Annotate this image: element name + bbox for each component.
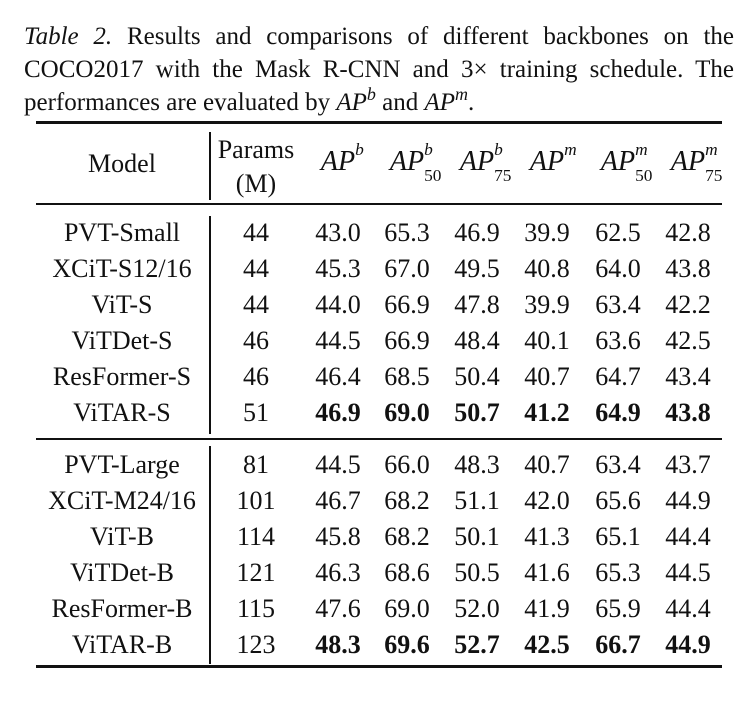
cell-model: ViT-B <box>90 522 154 551</box>
cell-metric-value: 46.9 <box>315 398 361 427</box>
cell-metric-value: 63.4 <box>595 450 641 479</box>
cell-metric-value: 62.5 <box>595 218 641 247</box>
cell-metric-value: 46.9 <box>454 218 500 247</box>
cell-metric-value: 42.5 <box>665 326 711 355</box>
cell-model: PVT-Small <box>63 218 181 247</box>
cell-metric-value: 69.6 <box>384 630 430 659</box>
cell-metric-value: 40.8 <box>524 254 570 283</box>
bottom-rule <box>36 665 722 668</box>
cell-model: ViTAR-S <box>73 398 171 427</box>
table-row <box>36 447 722 483</box>
cell-metric-value: 46.3 <box>315 558 361 587</box>
cell-metric-value: 66.9 <box>384 290 430 319</box>
cell-model: PVT-Large <box>64 450 180 479</box>
cell-metric-value: 44.4 <box>665 594 711 623</box>
cell-metric-value: 40.7 <box>524 450 570 479</box>
cell-metric-value: 40.7 <box>524 362 570 391</box>
group-divider-rule <box>36 438 722 440</box>
cell-metric-value: 41.9 <box>524 594 570 623</box>
cell-metric-value: 46.4 <box>315 362 361 391</box>
caption-text: Results and comparisons of different backbones on the COCO2017 with the Mask R-CNN and 3× training schedule. The performances are evaluated by <box>24 23 735 116</box>
cell-metric-value: 41.2 <box>524 398 570 427</box>
cell-params: 44 <box>243 218 269 247</box>
cell-metric-value: 66.7 <box>595 630 641 659</box>
cell-metric-value: 68.2 <box>384 522 430 551</box>
cell-metric-value: 50.4 <box>454 362 500 391</box>
cell-metric-value: 65.1 <box>595 522 641 551</box>
cell-params: 121 <box>236 558 276 587</box>
cell-metric-value: 47.8 <box>454 290 500 319</box>
cell-metric-value: 66.0 <box>384 450 430 479</box>
header-model: Model <box>88 149 156 178</box>
caption-metric-box: $AP^b$ <box>336 84 376 116</box>
table-row <box>36 555 722 591</box>
table-row <box>36 359 722 395</box>
cell-metric-value: 50.1 <box>454 522 500 551</box>
cell-metric-value: 44.9 <box>665 486 711 515</box>
cell-metric-value: 46.7 <box>315 486 361 515</box>
cell-metric-value: 44.4 <box>665 522 711 551</box>
cell-metric-value: 47.6 <box>315 594 361 623</box>
header-metric: AP m 50 <box>600 140 653 185</box>
cell-metric-value: 68.6 <box>384 558 430 587</box>
cell-metric-value: 42.0 <box>524 486 570 515</box>
cell-metric-value: 39.9 <box>524 218 570 247</box>
cell-metric-value: 42.8 <box>665 218 711 247</box>
cell-metric-value: 39.9 <box>524 290 570 319</box>
cell-metric-value: 65.6 <box>595 486 641 515</box>
cell-metric-value: 64.9 <box>595 398 641 427</box>
header-params <box>210 133 302 201</box>
header-metric: AP b 50 <box>389 140 442 185</box>
table-row <box>36 251 722 287</box>
cell-model: ResFormer-B <box>51 594 193 623</box>
cell-params: 46 <box>243 362 269 391</box>
cell-metric-value: 45.8 <box>315 522 361 551</box>
cell-model: XCiT-M24/16 <box>48 486 196 515</box>
cell-metric-value: 67.0 <box>384 254 430 283</box>
cell-metric-value: 43.8 <box>665 398 711 427</box>
cell-metric-value: 48.3 <box>315 630 361 659</box>
cell-params: 114 <box>236 522 276 551</box>
cell-metric-value: 44.5 <box>315 326 361 355</box>
top-rule <box>36 121 722 124</box>
cell-metric-value: 52.0 <box>454 594 500 623</box>
cell-metric-value: 66.9 <box>384 326 430 355</box>
cell-params: 51 <box>243 398 269 427</box>
cell-metric-value: 44.5 <box>315 450 361 479</box>
cell-metric-value: 64.0 <box>595 254 641 283</box>
cell-metric-value: 65.3 <box>595 558 641 587</box>
caption-metric-mask: $AP^m$ <box>424 84 469 116</box>
header-metric: AP m <box>529 140 577 177</box>
header-params-unit: (M) <box>235 169 277 198</box>
cell-metric-value: 48.4 <box>454 326 500 355</box>
cell-metric-value: 52.7 <box>454 630 500 659</box>
cell-metric-value: 43.0 <box>315 218 361 247</box>
cell-metric-value: 69.0 <box>384 398 430 427</box>
table-row <box>36 519 722 555</box>
cell-params: 44 <box>243 254 269 283</box>
cell-model: ViTDet-S <box>71 326 173 355</box>
cell-metric-value: 51.1 <box>454 486 500 515</box>
cell-metric-value: 42.2 <box>665 290 711 319</box>
cell-model: ViTDet-B <box>70 558 174 587</box>
caption-and: and <box>382 89 419 116</box>
cell-metric-value: 41.6 <box>524 558 570 587</box>
cell-model: ViTAR-B <box>71 630 173 659</box>
cell-params: 81 <box>243 450 269 479</box>
cell-metric-value: 65.3 <box>384 218 430 247</box>
cell-params: 123 <box>236 630 276 659</box>
cell-model: ViT-S <box>91 290 153 319</box>
cell-metric-value: 44.0 <box>315 290 361 319</box>
cell-metric-value: 50.5 <box>454 558 500 587</box>
cell-metric-value: 69.0 <box>384 594 430 623</box>
cell-metric-value: 43.8 <box>665 254 711 283</box>
cell-metric-value: 42.5 <box>524 630 570 659</box>
cell-metric-value: 41.3 <box>524 522 570 551</box>
cell-metric-value: 63.4 <box>595 290 641 319</box>
table-row <box>36 395 722 431</box>
cell-params: 46 <box>243 326 269 355</box>
table-row <box>36 483 722 519</box>
table-row <box>36 323 722 359</box>
cell-metric-value: 44.9 <box>665 630 711 659</box>
cell-metric-value: 44.5 <box>665 558 711 587</box>
cell-metric-value: 68.2 <box>384 486 430 515</box>
cell-model: ResFormer-S <box>52 362 192 391</box>
cell-params: 101 <box>236 486 276 515</box>
cell-model: XCiT-S12/16 <box>52 254 192 283</box>
cell-metric-value: 43.4 <box>665 362 711 391</box>
header-metric: AP b <box>320 140 364 177</box>
header-metric: AP b 75 <box>459 140 512 185</box>
cell-metric-value: 43.7 <box>665 450 711 479</box>
caption-label: Table 2. <box>24 23 113 50</box>
cell-metric-value: 50.7 <box>454 398 500 427</box>
caption-period: . <box>468 89 475 116</box>
cell-metric-value: 65.9 <box>595 594 641 623</box>
cell-metric-value: 64.7 <box>595 362 641 391</box>
header-params-label: Params <box>217 135 295 164</box>
cell-metric-value: 48.3 <box>454 450 500 479</box>
cell-metric-value: 40.1 <box>524 326 570 355</box>
table-row <box>36 627 722 663</box>
table-row <box>36 287 722 323</box>
table-row <box>36 215 722 251</box>
cell-metric-value: 68.5 <box>384 362 430 391</box>
header-rule <box>36 203 722 205</box>
header-metric: AP m 75 <box>670 140 723 185</box>
cell-metric-value: 45.3 <box>315 254 361 283</box>
table-row <box>36 591 722 627</box>
table-caption <box>24 20 734 119</box>
cell-metric-value: 63.6 <box>595 326 641 355</box>
cell-params: 44 <box>243 290 269 319</box>
cell-metric-value: 49.5 <box>454 254 500 283</box>
cell-params: 115 <box>236 594 276 623</box>
